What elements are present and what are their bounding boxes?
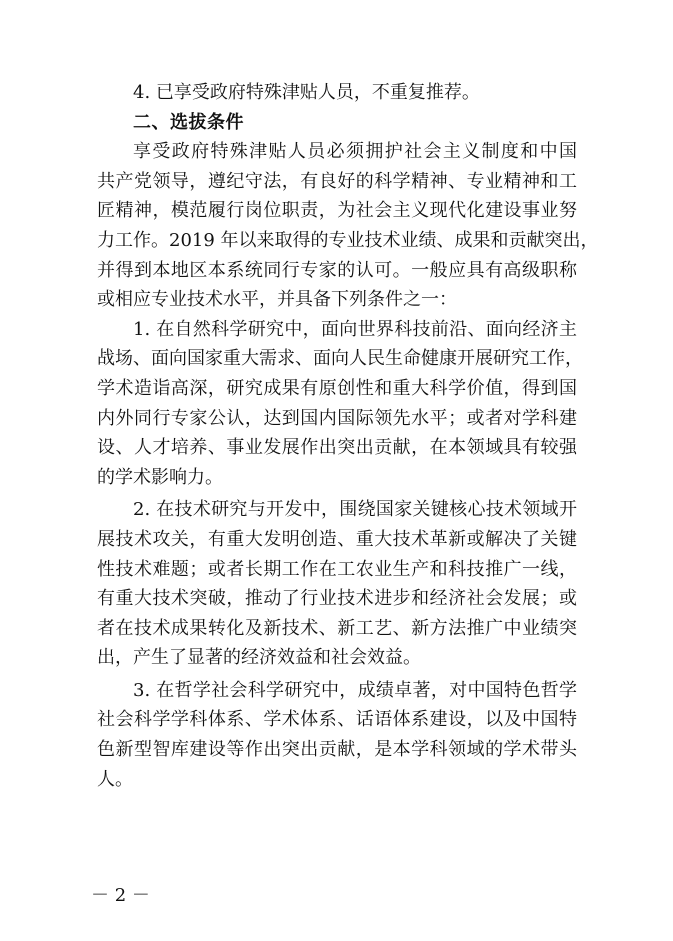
text-line: 享受政府特殊津贴人员必须拥护社会主义制度和中国 xyxy=(133,141,577,163)
text-line: 人。 xyxy=(97,768,133,790)
intro-paragraph xyxy=(97,137,599,315)
text-line: 者在技术成果转化及新技术、新工艺、新方法推广中业绩突 xyxy=(97,617,577,639)
text-line: 3. 在哲学社会科学研究中，成绩卓著，对中国特色哲学 xyxy=(133,679,577,701)
text-line: 展技术攻关，有重大发明创造、重大技术革新或解决了关键 xyxy=(97,528,577,550)
condition-3-paragraph xyxy=(97,676,577,794)
condition-2-paragraph xyxy=(97,495,577,673)
text-line: 1. 在自然科学研究中，面向世界科技前沿、面向经济主 xyxy=(133,318,577,340)
document-body xyxy=(97,78,599,794)
text-line: 性技术难题；或者长期工作在工农业生产和科技推广一线， xyxy=(97,558,577,580)
text-line: 或相应专业技术水平，并具备下列条件之一： xyxy=(97,289,457,311)
text-line: 有重大技术突破，推动了行业技术进步和经济社会发展；或 xyxy=(97,588,577,610)
section-heading: 二、选拔条件 xyxy=(133,111,244,133)
text-line: 学术造诣高深，研究成果有原创性和重大科学价值，得到国 xyxy=(97,377,577,399)
text-line: 战场、面向国家重大需求、面向人民生命健康开展研究工作， xyxy=(97,348,583,370)
text-line: 社会科学学科体系、学术体系、话语体系建设，以及中国特 xyxy=(97,709,577,731)
text-line: 匠精神，模范履行岗位职责，为社会主义现代化建设事业努 xyxy=(97,200,577,222)
list-item-4 xyxy=(97,78,577,108)
text-line: 出，产生了显著的经济效益和社会效益。 xyxy=(97,647,421,669)
text-line: 2. 在技术研究与开发中，围绕国家关键核心技术领域开 xyxy=(133,499,577,521)
text-line: 设、人才培养、事业发展作出突出贡献，在本领域具有较强 xyxy=(97,437,577,459)
text-line: 共产党领导，遵纪守法，有良好的科学精神、专业精神和工 xyxy=(97,170,577,192)
text-line: 并得到本地区本系统同行专家的认可。一般应具有高级职称 xyxy=(97,259,577,281)
text-line: 的学术影响力。 xyxy=(97,466,223,488)
page-number: － 2 － xyxy=(91,885,150,906)
text-line: 内外同行专家公认，达到国内国际领先水平；或者对学科建 xyxy=(97,407,577,429)
text-line: 4. 已享受政府特殊津贴人员，不重复推荐。 xyxy=(133,82,480,103)
text-line: 色新型智库建设等作出突出贡献，是本学科领域的学术带头 xyxy=(97,739,577,761)
text-line: 力工作。2019 年以来取得的专业技术业绩、成果和贡献突出， xyxy=(97,229,599,251)
condition-1-paragraph xyxy=(97,315,583,493)
